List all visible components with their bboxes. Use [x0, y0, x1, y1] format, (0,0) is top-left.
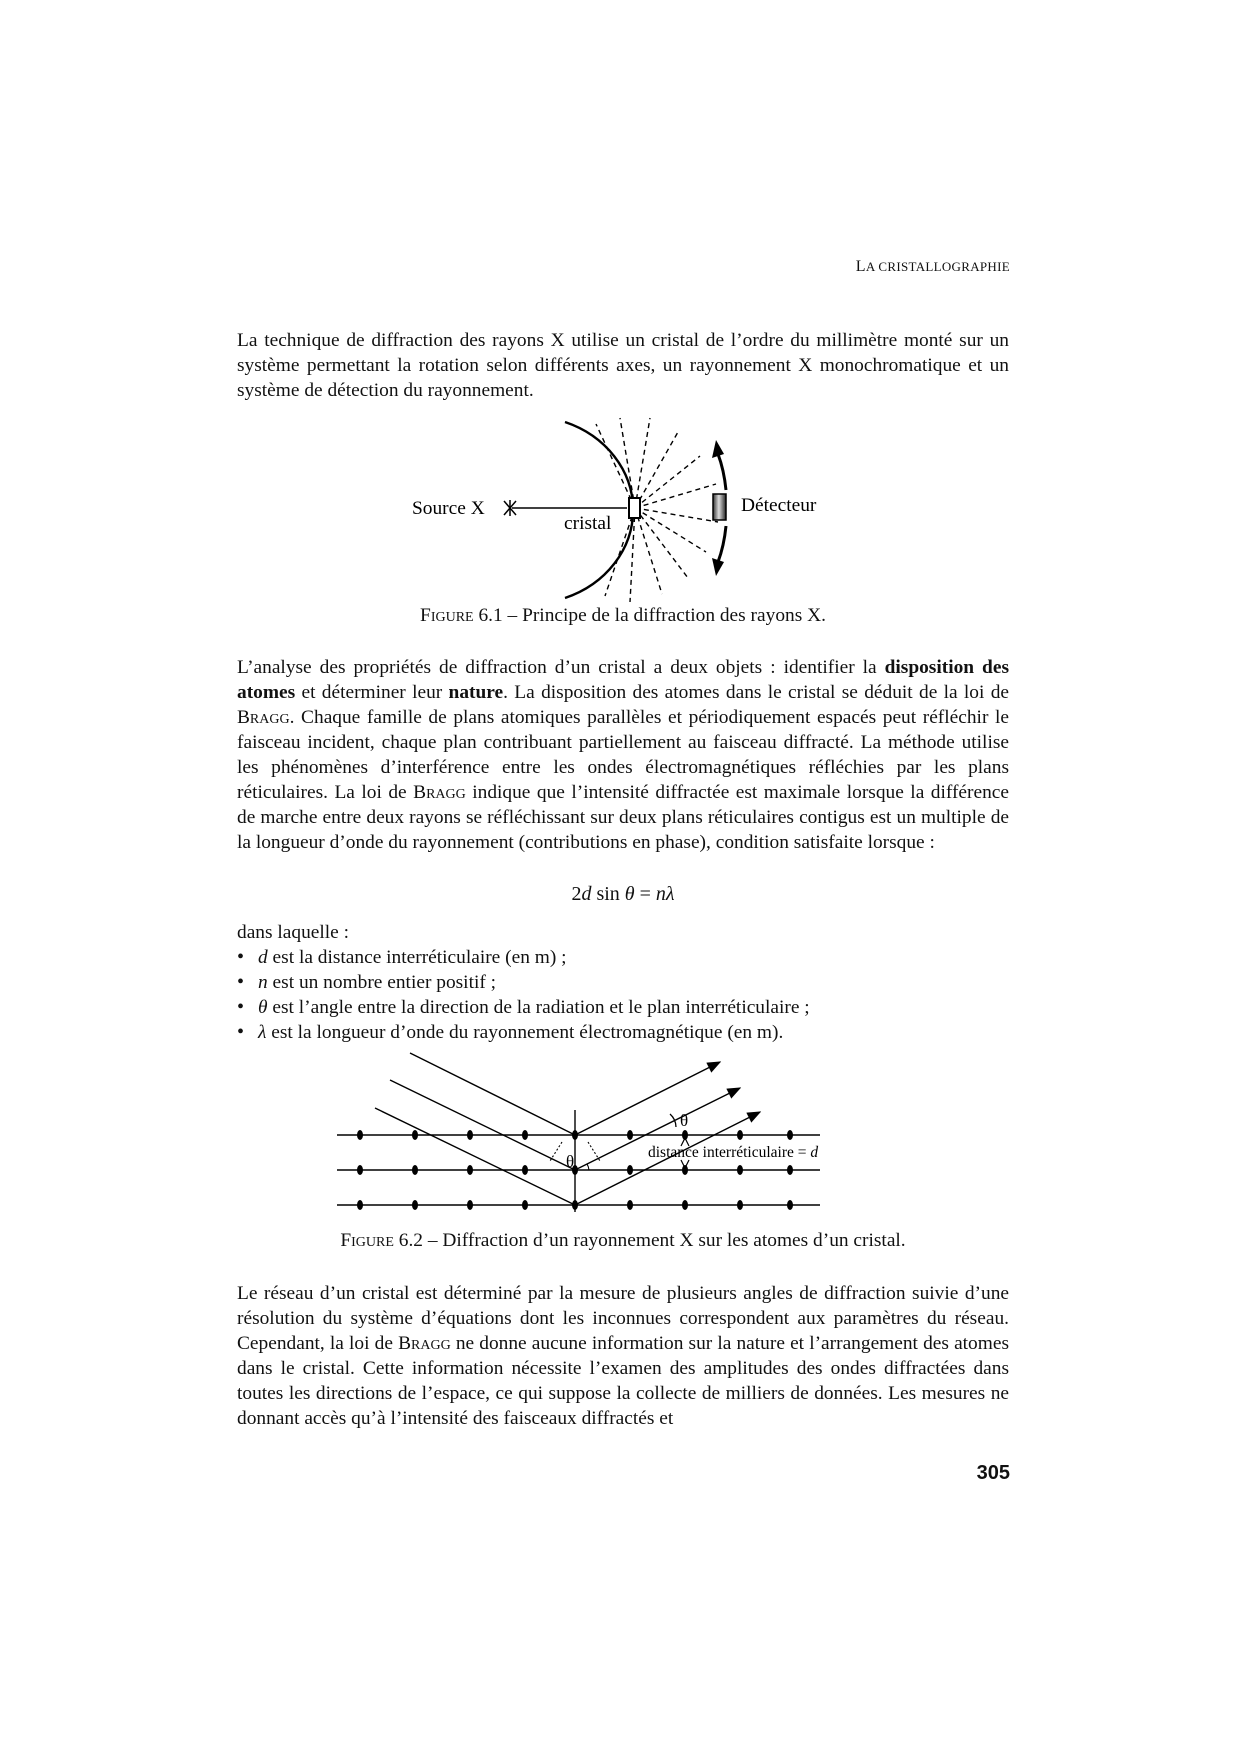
crystal-box: [629, 498, 640, 518]
bragg-equation: [237, 883, 1009, 906]
p2-bragg-2: Bragg: [413, 782, 466, 803]
list-symbol: d: [258, 947, 268, 968]
eq-d: d: [581, 883, 592, 905]
eq-lambda: λ: [665, 883, 675, 905]
p2-bragg-1: Bragg: [237, 707, 290, 728]
label-source: Source X: [412, 498, 485, 519]
list-item: [237, 995, 810, 1020]
caption-prefix: Figure: [420, 605, 474, 626]
p2-text-2: et déterminer leur: [295, 682, 449, 703]
caption-text: 6.1 – Principe de la diffraction des rayons X.: [473, 605, 826, 626]
incident-rays: [375, 1053, 575, 1205]
eq-sin: sin: [591, 883, 625, 905]
angle-arc-top: [670, 1114, 676, 1127]
paragraph-2: [237, 655, 1009, 855]
list-item: [237, 1020, 810, 1045]
list-symbol: λ: [258, 1022, 267, 1043]
figure-6-1-caption: [237, 605, 1009, 627]
list-text: est la longueur d’onde du rayonnement électromagnétique (en m).: [266, 1022, 784, 1043]
eq-n: n: [655, 883, 666, 905]
p2-bold-nature: nature: [448, 682, 504, 703]
header-initial: L: [855, 258, 866, 275]
p3-bragg: Bragg: [398, 1333, 451, 1354]
list-text: est l’angle entre la direction de la radiation et le plan interréticulaire ;: [267, 997, 810, 1018]
variable-list: [237, 945, 810, 1045]
detector-box: [713, 494, 726, 520]
list-text: est un nombre entier positif ;: [267, 972, 497, 993]
list-symbol: n: [258, 972, 268, 993]
caption-text: 6.2 – Diffraction d’un rayonnement X sur les atomes d’un cristal.: [393, 1230, 906, 1251]
running-header: [830, 258, 1010, 276]
p2-text-1: L’analyse des propriétés de diffraction d’un cristal a deux objets : identifier la: [237, 657, 885, 678]
figure-6-1-diagram: [400, 410, 840, 605]
p3-text-1: Le réseau d’un cristal est déterminé par la mesure de plusieurs angles de diffraction suivie d’une résolution du système d’équations dont les inconnues correspondent aux paramètres du réseau. Cependant, la loi de: [237, 1283, 1009, 1354]
p2-text-5: indique que l’intensité diffractée est maximale lorsque la différence de marche entre deux rayons se réfléchissant sur deux plans réticulaires contigus est un multiple de la longueur d’onde du rayonnement (contributions en phase), condition satisfaite lorsque :: [237, 782, 1010, 853]
figure-6-2-diagram: [330, 1050, 920, 1220]
diffracted-rays: [596, 418, 718, 602]
reflected-rays: [575, 1062, 760, 1205]
list-symbol: θ: [258, 997, 268, 1018]
p2-text-3: . La disposition des atomes dans le cristal se déduit de la loi de: [503, 682, 1010, 703]
label-distance: [648, 1144, 818, 1161]
p2-bold-disposition: disposition des atomes: [237, 657, 1009, 703]
list-text: est la distance interréticulaire (en m) ;: [267, 947, 567, 968]
caption-prefix: Figure: [340, 1230, 394, 1251]
label-theta-bottom: θ: [566, 1152, 575, 1171]
eq-theta: θ: [624, 883, 635, 905]
header-rest: A CRISTALLOGRAPHIE: [865, 259, 1010, 274]
eq-equals: =: [634, 883, 656, 905]
list-item: [237, 945, 810, 970]
angle-arc-bottom: [587, 1164, 589, 1170]
dans-laquelle: dans laquelle :: [237, 922, 349, 943]
paragraph-1: La technique de diffraction des rayons X utilise un cristal de l’ordre du millimètre monté sur un système permettant la rotation selon différents axes, un rayonnement X monochromatique et un système de détection du rayonnement.: [237, 330, 1009, 401]
eq-2: 2: [571, 883, 582, 905]
label-detecteur: Détecteur: [741, 495, 817, 516]
detector-arc: [565, 422, 633, 598]
page-number: 305: [976, 1462, 1010, 1484]
label-theta-top: θ: [680, 1111, 689, 1130]
p2-text-4: . Chaque famille de plans atomiques parallèles et périodiquement espacés peut réfléchir le faisceau incident, chaque plan contribuant partiellement au faisceau diffracté. La méthode utilise les phénomènes d’interférence entre les ondes électromagnétiques réfléchies par les plans réticulaires. La loi de: [237, 707, 1009, 803]
p3-text-2: ne donne aucune information sur la nature et l’arrangement des atomes dans le cristal. Cette information nécessite l’examen des amplitudes des ondes diffractées dans toutes les directions de l’espace, ce qui suppose la collecte de milliers de données. Les mesures ne donnant accès qu’à l’intensité des faisceaux diffractés et: [237, 1333, 1009, 1429]
label-cristal: cristal: [564, 513, 612, 534]
figure-6-2-caption: [237, 1230, 1009, 1252]
paragraph-3: [237, 1281, 1009, 1431]
label-distance-text: distance interréticulaire =: [648, 1144, 811, 1161]
list-item: [237, 970, 810, 995]
label-distance-d: d: [810, 1144, 819, 1161]
